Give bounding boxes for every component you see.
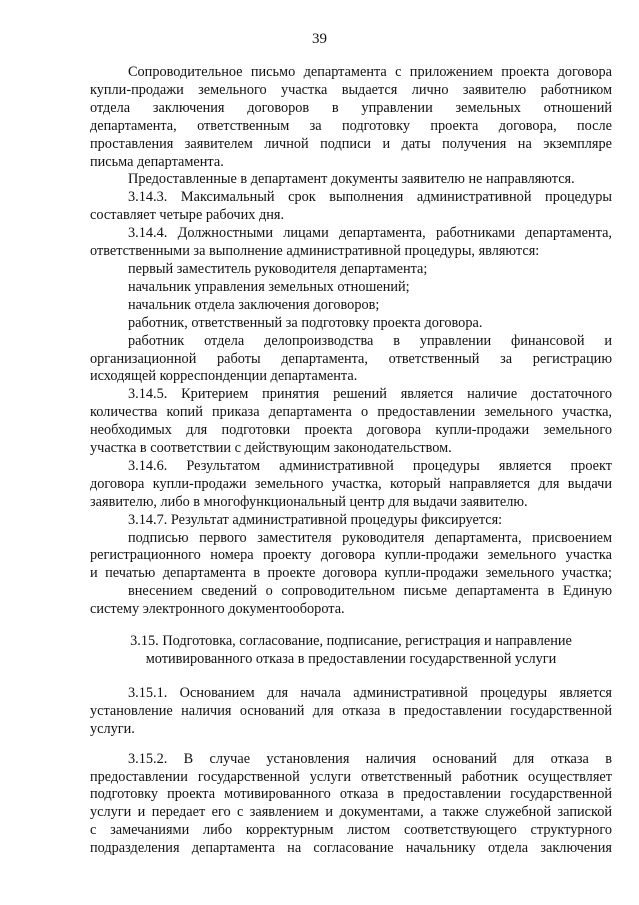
- paragraph-line: ответственными за выполнение административной процедуры, являются:: [90, 243, 540, 260]
- paragraph-line: систему электронного документооборота.: [90, 601, 345, 618]
- paragraph-line: отдела заключения договоров в управлении земельных отношений: [90, 99, 612, 116]
- section-heading: 3.15. Подготовка, согласование, подписание, регистрация и направление: [130, 633, 572, 650]
- paragraph-line: письма департамента.: [90, 153, 224, 170]
- paragraph-line: с замечаниями либо корректурным листом соответствующего структурного: [90, 822, 612, 839]
- paragraph-line: Предоставленные в департамент документы заявителю не направляются.: [128, 171, 575, 188]
- paragraph-line: предоставлении государственной услуги ответственный работник осуществляет: [90, 768, 612, 785]
- paragraph-line: заявителю, либо в многофункциональный центр для выдачи заявителю.: [90, 493, 528, 510]
- list-item: начальник управления земельных отношений;: [128, 278, 410, 295]
- paragraph-line: 3.14.7. Результат административной процедуры фиксируется:: [128, 511, 503, 528]
- list-item: первый заместитель руководителя департамента;: [128, 260, 428, 277]
- page-number: 39: [312, 31, 327, 47]
- list-item: работник, ответственный за подготовку проекта договора.: [128, 314, 483, 331]
- paragraph-line: составляет четыре рабочих дня.: [90, 207, 285, 224]
- paragraph-line: проставления заявителем личной подписи и даты получения на экземпляре: [90, 135, 612, 152]
- paragraph-line: количества копий приказа департамента о предоставлении земельного участка,: [90, 404, 612, 421]
- paragraph-line: работник отдела делопроизводства в управлении финансовой и: [128, 332, 612, 349]
- paragraph-line: установление наличия оснований для отказа в предоставлении государственной: [90, 702, 612, 719]
- paragraph-line: необходимых для подготовки проекта договора купли-продажи земельного: [90, 422, 612, 439]
- paragraph-line: договора купли-продажи земельного участка, который направляется для выдачи: [90, 475, 612, 492]
- paragraph-line: регистрационного номера проекту договора купли-продажи земельного участка: [90, 547, 612, 564]
- paragraph-line: подразделения департамента на согласование начальнику отдела заключения: [90, 840, 612, 857]
- paragraph-line: внесением сведений о сопроводительном письме департамента в Единую: [128, 583, 612, 600]
- section-spacer: [90, 739, 612, 751]
- paragraph-line: 3.15.2. В случае установления наличия оснований для отказа в: [128, 750, 612, 767]
- paragraph-line: 3.14.5. Критерием принятия решений является наличие достаточного: [128, 386, 612, 403]
- paragraph-line: и печатью департамента в проекте договора купли-продажи земельного участка;: [90, 565, 612, 582]
- paragraph-line: Сопроводительное письмо департамента с приложением проекта договора: [128, 64, 612, 80]
- paragraph-line: купли-продажи земельного участка выдается лично заявителю работником: [90, 81, 612, 98]
- paragraph-line: 3.15.1. Основанием для начала административной процедуры является: [128, 684, 612, 701]
- paragraph-line: исходящей корреспонденции департамента.: [90, 368, 358, 385]
- section-spacer: [90, 619, 612, 633]
- paragraph-line: 3.14.3. Максимальный срок выполнения административной процедуры: [128, 189, 612, 206]
- paragraph-line: организационной работы департамента, ответственный за регистрацию: [90, 350, 612, 367]
- section-spacer: [90, 669, 612, 685]
- paragraph-line: подписью первого заместителя руководителя департамента, присвоением: [128, 529, 612, 546]
- paragraph-line: 3.14.4. Должностными лицами департамента, работниками департамента,: [128, 225, 612, 242]
- paragraph-line: участка в соответствии с действующим законодательством.: [90, 440, 452, 457]
- list-item: начальник отдела заключения договоров;: [128, 296, 380, 313]
- paragraph-line: услуги и передает его с заявлением и документами, а также служебной запиской: [90, 804, 612, 821]
- paragraph-line: услуги.: [90, 720, 135, 737]
- document-body: [90, 64, 612, 858]
- paragraph-line: подготовку проекта мотивированного отказа в предоставлении государственной: [90, 786, 612, 803]
- section-heading: мотивированного отказа в предоставлении государственной услуги: [145, 651, 557, 667]
- paragraph-line: 3.14.6. Результатом административной процедуры является проект: [128, 457, 612, 474]
- paragraph-line: департамента, ответственным за подготовку проекта договора, после: [90, 117, 612, 134]
